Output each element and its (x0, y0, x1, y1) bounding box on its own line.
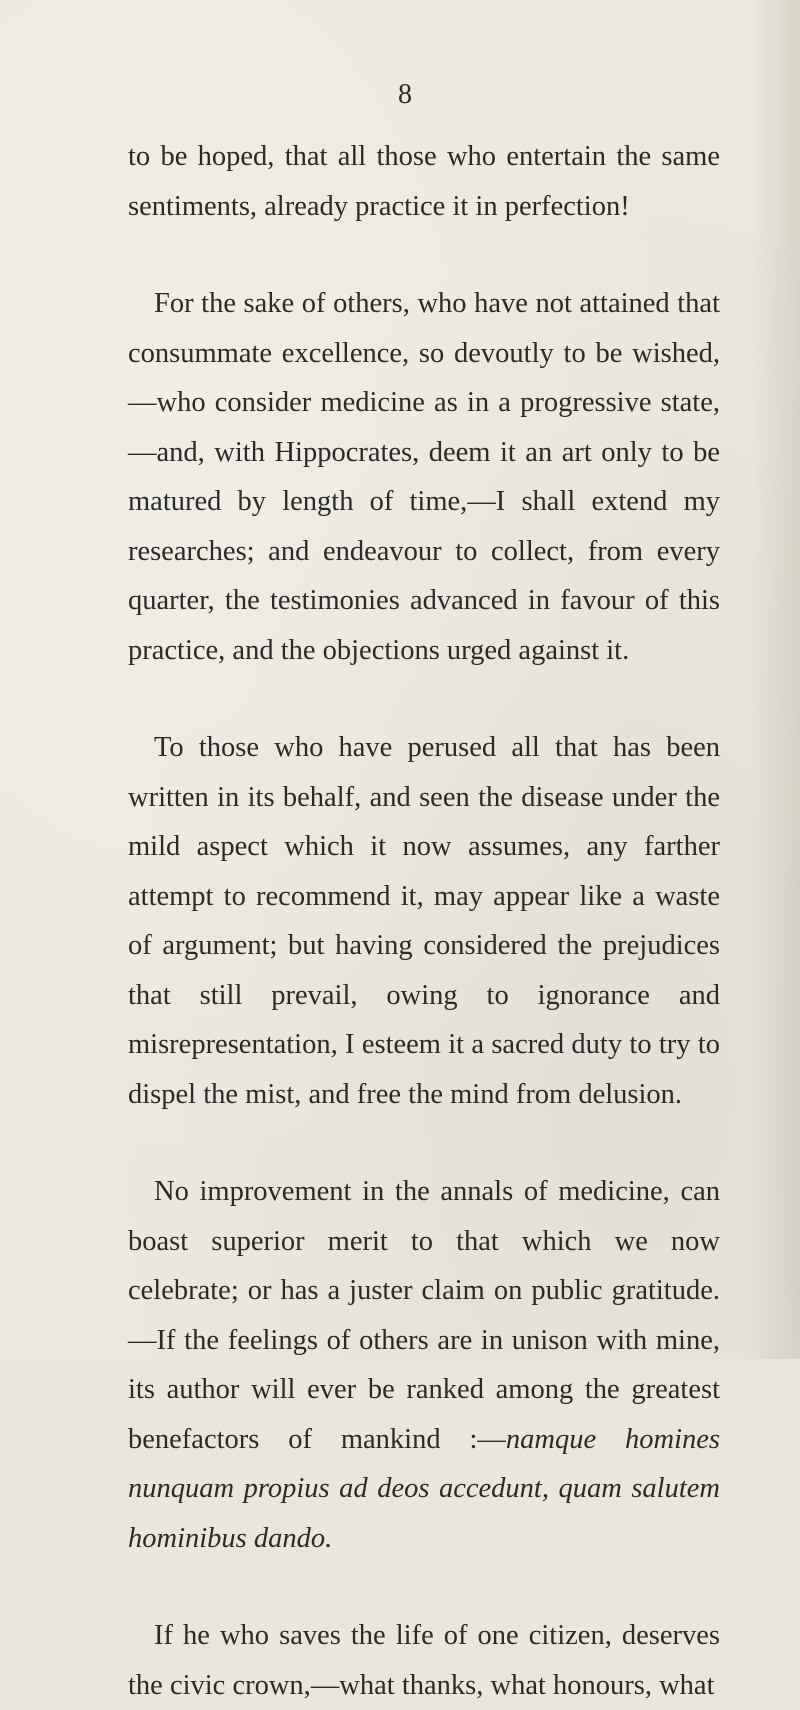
latin-quotation: namque homines nunquam propius ad deos accedunt, quam salutem hominibus dando. (128, 1423, 720, 1554)
page-number: 8 (398, 79, 412, 110)
body-text (128, 132, 720, 1710)
paragraph-5: If he who saves the life of one citizen, deserves the civic crown,—what thanks, what honours, what (128, 1620, 720, 1701)
page-edge-shadow (750, 0, 800, 1359)
paragraph-4-text: No improvement in the annals of medicine, can boast superior merit to that which we now celebrate; or has a juster claim on public gratitude.—If the feelings of others are in unison with mine, its author will ever be ranked among the greatest benefactors of mankind :— (128, 1176, 720, 1455)
paragraph-3: To those who have perused all that has been written in its behalf, and seen the disease under the mild aspect which it now assumes, any farther attempt to recommend it, may appear like a waste of argument; but having considered the prejudices that still prevail, owing to ignorance and misrepresentation, I esteem it a sacred duty to try to dispel the mist, and free the mind from delusion. (128, 732, 720, 1110)
paragraph-1: to be hoped, that all those who entertain the same sentiments, already practice it in perfection! (128, 141, 720, 222)
paragraph-4 (128, 1167, 720, 1563)
paragraph-2: For the sake of others, who have not attained that consummate excellence, so devoutly to be wished,—who consider medicine as in a progressive state,—and, with Hippocrates, deem it an art only to be matured by length of time,—I shall extend my researches; and endeavour to collect, from every quarter, the testimonies advanced in favour of this practice, and the objections urged against it. (128, 288, 720, 666)
